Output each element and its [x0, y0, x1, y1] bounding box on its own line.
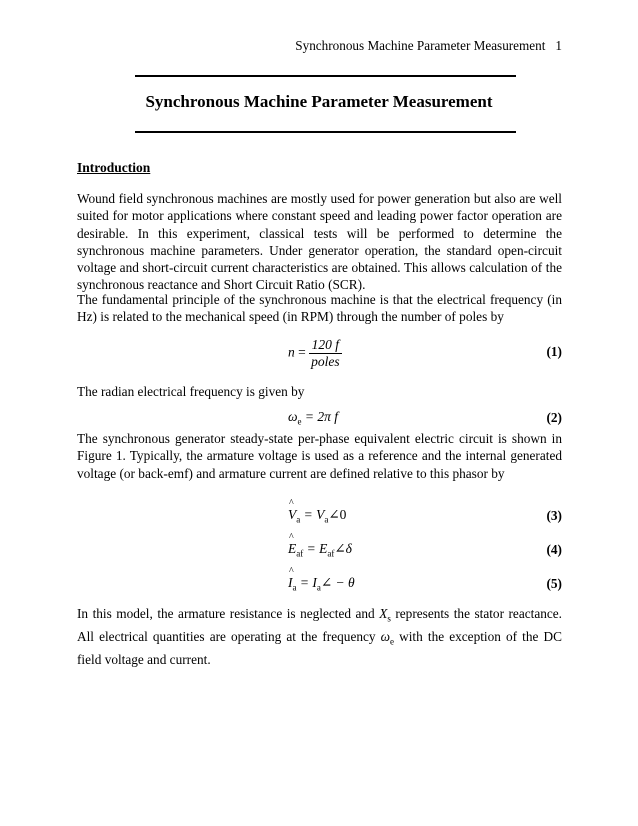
paragraph-model: In this model, the armature resistance is neglected and $X_s$ represents the stator reactance. All electrical quantities are operating at the frequency $\omega_e$ with the exception of the DC field voltage and current. [77, 606, 563, 667]
section-heading: Introduction [77, 160, 151, 175]
running-title: Synchronous Machine Parameter Measurement [295, 38, 546, 53]
paragraph-principle: The fundamental principle of the synchronous machine is that the electrical frequency (in Hz) is related to the mechanical speed (in RPM) through the number of poles by [77, 292, 562, 325]
equation-number-5: (5) [546, 576, 562, 591]
running-header [295, 38, 562, 54]
fraction: $\frac{120 f}{\text{poles}}$ [311, 337, 340, 369]
paragraph-equivalent-circuit: The synchronous generator steady-state per-phase equivalent electric circuit is shown in Figure 1. Typically, the armature voltage is used as a reference and the internal generated voltage (or back-emf) and armature current are defined relative to this phasor by [77, 431, 562, 481]
phasor-hat: ^ V [288, 507, 296, 523]
paragraph-radian: The radian electrical frequency is given by [77, 384, 305, 399]
equation-3: ^ $V_a$ = $V_a\angle 0$ [288, 507, 346, 525]
equation-1: n = $\frac{120 f}{\text{poles}}$ [288, 337, 340, 369]
paragraph-intro: Wound field synchronous machines are mostly used for power generation but also are well suited for motor applications where constant speed and leading power factor operation are desirable. In this experiment, classical tests will be performed to determine the synchronous machine parameters. Under generator operation, the standard open-circuit voltage and short-circuit current characteristics are obtained. This allows calculation of the synchronous reactance and Short Circuit Ratio (SCR). [77, 191, 562, 293]
title-rule-bottom [135, 131, 516, 133]
title-rule-top [135, 75, 516, 77]
equation-4: ^ $E_{af}$ = $E_{af}\angle\delta$ [288, 541, 352, 559]
phasor-hat: ^ I [288, 575, 293, 591]
equation-number-2: (2) [546, 410, 562, 425]
equation-number-1: (1) [546, 344, 562, 359]
paper-title: Synchronous Machine Parameter Measurement [145, 92, 493, 111]
equation-2: $\omega_e = 2\pi$ f [288, 409, 339, 427]
page-number: 1 [555, 38, 562, 53]
phasor-hat: ^ E [288, 541, 296, 557]
equation-number-4: (4) [546, 542, 562, 557]
equation-number-3: (3) [546, 508, 562, 523]
equation-5: ^ $I_a$ = $I_a\angle - \theta$ [288, 575, 355, 593]
